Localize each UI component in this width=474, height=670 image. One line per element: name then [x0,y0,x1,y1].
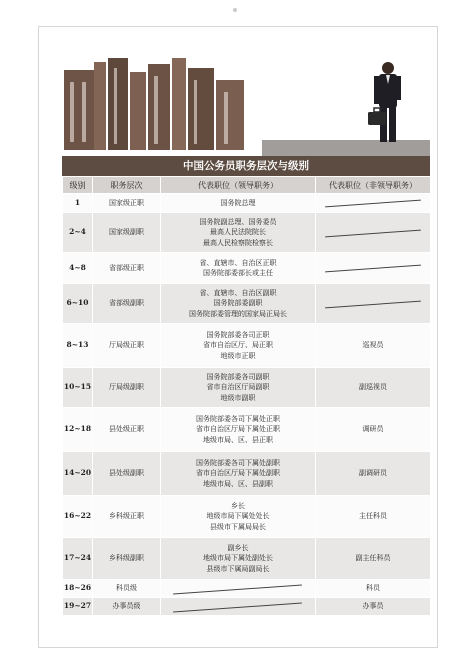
leader-position-line: 地级市副职 [220,393,256,402]
nonleader-position-cell: 主任科员 [316,496,431,538]
leader-position-cell [161,598,316,616]
rank-cell: 县处级副职 [93,452,161,496]
table-row [63,496,431,538]
rank-cell: 乡科级正职 [93,496,161,538]
leader-position-line: 县级市下属局副局长 [206,564,270,573]
header-level: 级别 [63,177,93,194]
header-rank: 职务层次 [93,177,161,194]
leader-position-line: 最高人民检察院检察长 [203,238,273,247]
table-row [63,452,431,496]
nonleader-position-cell: 副巡视员 [316,368,431,408]
level-cell: 8~13 [63,324,93,368]
nonleader-position-cell: 副调研员 [316,452,431,496]
building-illustration [64,58,244,150]
leader-position-line: 省市自治区厅局副职 [206,383,270,392]
table-body [63,194,431,616]
level-cell: 14~20 [63,452,93,496]
leader-position-line: 省、直辖市、自治区正职 [199,258,277,267]
level-cell: 16~22 [63,496,93,538]
leader-position-line: 地级市正职 [220,351,256,360]
leader-position-cell [161,452,316,496]
leader-position-line: 省市自治区厅、局正职 [203,341,273,350]
rank-cell: 县处级正职 [93,408,161,452]
leader-position-line: 国务院部委副职 [213,299,263,308]
rank-cell: 乡科级副职 [93,538,161,580]
leader-position-cell [161,194,316,213]
table-row [63,213,431,253]
level-cell: 4~8 [63,253,93,284]
nonleader-position-cell: 办事员 [316,598,431,616]
header-nonleader: 代表职位（非领导职务） [316,177,431,194]
leader-position-line: 国务院部委各司正职 [206,330,270,339]
leader-position-cell [161,253,316,284]
leader-position-line: 国务院副总理、国务委员 [199,217,277,226]
leader-position-line: 省、直辖市、自治区副职 [199,288,277,297]
leader-position-line: 国务院部委各司副职 [206,372,270,381]
leader-position-line: 省市自治区厅局下属处副职 [196,469,280,478]
empty-slash-mark [316,195,430,212]
header-row [63,177,431,194]
businessman-icon [368,60,408,144]
nonleader-position-cell: 科员 [316,580,431,598]
nonleader-position-cell [316,213,431,253]
table-row [63,538,431,580]
leader-position-cell [161,368,316,408]
empty-slash-mark [316,214,430,252]
leader-position-cell [161,538,316,580]
nonleader-position-cell [316,194,431,213]
table-row [63,408,431,452]
rank-cell: 省部级正职 [93,253,161,284]
table-row [63,324,431,368]
nonleader-position-cell: 调研员 [316,408,431,452]
leader-position-cell [161,408,316,452]
leader-position-line: 地级市局下属处处长 [206,512,270,521]
leader-position-line: 最高人民法院院长 [210,228,266,237]
leader-position-line: 乡长 [231,501,245,510]
rank-table [62,176,431,616]
level-cell: 2~4 [63,213,93,253]
empty-slash-mark [161,599,315,615]
rank-cell: 厅局级副职 [93,368,161,408]
nonleader-position-cell [316,253,431,284]
table-title: 中国公务员职务层次与级别 [62,156,430,176]
table-row [63,284,431,324]
leader-position-line: 省市自治区厅局下属处正职 [196,425,280,434]
table-row [63,194,431,213]
table-row [63,368,431,408]
level-cell: 6~10 [63,284,93,324]
leader-position-cell [161,324,316,368]
rank-cell: 省部级副职 [93,284,161,324]
leader-position-cell [161,213,316,253]
level-cell: 1 [63,194,93,213]
table-row [63,580,431,598]
level-cell: 18~26 [63,580,93,598]
leader-position-line: 地级市局下属处副处长 [203,554,273,563]
level-cell: 10~15 [63,368,93,408]
page-mark [233,8,237,12]
table-row [63,598,431,616]
leader-position-line: 国务院部委部长或主任 [203,269,273,277]
nonleader-position-cell: 巡视员 [316,324,431,368]
leader-position-line: 地级市局、区、县正职 [203,435,273,444]
level-cell: 19~27 [63,598,93,616]
leader-position-cell [161,580,316,598]
rank-cell: 国家级副职 [93,213,161,253]
leader-position-line: 国务院部委各司下属处副职 [196,458,280,467]
leader-position-line: 副乡长 [227,543,249,552]
empty-slash-mark [161,581,315,597]
rank-cell: 办事员级 [93,598,161,616]
leader-position-line: 国务院总理 [220,198,256,207]
table-row [63,253,431,284]
nonleader-position-cell [316,284,431,324]
rank-cell: 科员级 [93,580,161,598]
rank-cell: 国家级正职 [93,194,161,213]
level-cell: 17~24 [63,538,93,580]
header-leader: 代表职位（领导职务） [161,177,316,194]
leader-position-cell [161,496,316,538]
leader-position-line: 地级市局、区、县副职 [203,479,273,488]
nonleader-position-cell: 副主任科员 [316,538,431,580]
leader-position-line: 国务院部委管理的国家局正局长 [189,309,287,318]
level-cell: 12~18 [63,408,93,452]
leader-position-line: 县级市下属局局长 [210,522,266,531]
leader-position-cell [161,284,316,324]
rank-cell: 厅局级正职 [93,324,161,368]
empty-slash-mark [316,285,430,323]
leader-position-line: 国务院部委各司下属处正职 [196,414,280,423]
empty-slash-mark [316,254,430,283]
